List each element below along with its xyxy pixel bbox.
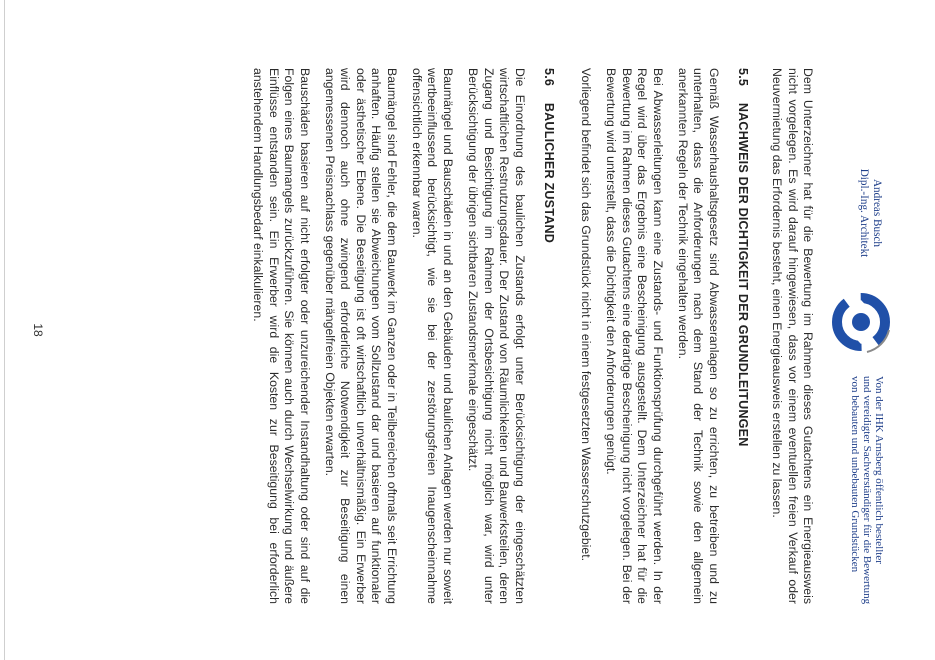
author-title: Dipl.-Ing. Architekt (858, 168, 871, 258)
paragraph: Bauschäden basieren auf nicht erfolgter oder unzureichender Instandhaltung oder sind auf die Folgen eines Baumangels zurückzuführen. Sie können auch durch Wechselwirkung und äußere Einflüsse entstanden sein. Ein Erwerber wird die Kosten zur Beseitigung bei erforderlich anstehendem Handlungsbedarf einkalkulieren. (251, 68, 312, 604)
paragraph: Die Einordnung des baulichen Zustands erfolgt unter Berücksichtigung der eingeschätzten wirtschaftlichen Restnutzungsdauer. Der Zustand von Räumlichkeiten und Bauwerksteilen, deren Zugang und Besichtigung im Rahmen der Ortsbesichtigung nicht möglich war, wird unter Berücksichtigung der übrigen sichtbaren Zustandsmerkmale eingeschätzt. (466, 68, 527, 604)
credentials-line-2: und vereidigter Sachverständiger für die Bewertung (861, 376, 873, 605)
section-5-6-heading (542, 68, 556, 604)
paragraph: Baumängel und Bauschäden in und an den Gebäuden und baulichen Anlagen werden nur soweit wertbeeinflussend berücksichtigt, wie sie bei der zerstörungsfreien Inaugenscheinnahme offensichtlich erkennbar waren. (410, 68, 455, 604)
seal-logo-icon (825, 286, 897, 358)
page-number: 18 (31, 323, 45, 337)
author-block (858, 148, 883, 278)
credentials-line-1: Von der IHK Arnsberg öffentlich bestellter (873, 376, 885, 564)
intro-paragraph: Dem Unterzeichner hat für die Bewertung im Rahmen dieses Gutachtens ein Energieausweis nicht vorgelegen. Es wird darauf hingewiesen, dass vor einem eventuellen freien Verkauf oder Neuvermietung das Erfordernis besteht, einen Energieausweis erstellen zu lassen. (770, 68, 815, 604)
paragraph: Gemäß Wasserhaushaltsgesetz sind Abwasseranlagen so zu errichten, zu betreiben und zu unterhalten, dass die Anforderungen nach dem Stand der Technik sowie den allgemein anerkannten Regeln der Technik eingehalten werden. (675, 68, 721, 604)
author-name: Andreas Busch (871, 178, 883, 248)
paragraph: Baumängel sind Fehler, die dem Bauwerk im Ganzen oder in Teilbereichen oftmals seit Errichtung anhaften. Häufig stellen sie Abweichungen vom Sollzustand dar und basieren auf funktionaler oder ästhetischer Ebene. Die Beseitigung ist oft wirtschaftlich unverhältnismäßig. Ein Erwerber wird dennoch auch ohne zwingend erforderliche Notwendigkeit zur Beseitigung einen angemessenen Preisnachlass gegenüber mängelfreien Objekten erwarten. (323, 68, 399, 604)
section-title: NACHWEIS DER DICHTIGKEIT DER GRUNDLEITUNGEN (735, 102, 750, 447)
paragraph: Bei Abwasserleitungen kann eine Zustands- und Funktionsprüfung durchgeführt werden. In der Regel wird über das Ergebnis eine Bescheinigung ausgestellt. Dem Unterzeichner hat für die Bewertung im Rahmen dieses Gutachtens eine derartige Bescheinigung nicht vorgelegen. Bei der Bewertung wird unterstellt, dass die Dichtigkeit den Anforderungen genügt. (604, 68, 665, 604)
paragraph: Vorliegend befindet sich das Grundstück nicht in einem festgesetzten Wasserschutzgebiet. (578, 68, 593, 562)
expert-credentials (849, 376, 885, 646)
credentials-line-3: von bebauten und unbebauten Grundstücken (849, 376, 861, 573)
scan-edge-divider (4, 0, 5, 660)
section-title: BAULICHER ZUSTAND (541, 102, 556, 244)
section-5-5-heading (736, 68, 750, 604)
document-body (250, 68, 815, 604)
section-number: 5.6 (541, 68, 556, 87)
section-number: 5.5 (735, 68, 750, 87)
